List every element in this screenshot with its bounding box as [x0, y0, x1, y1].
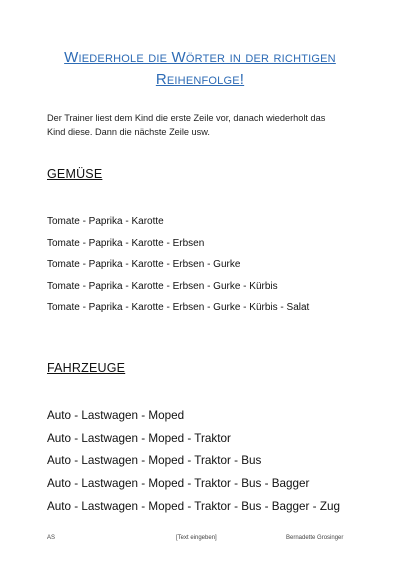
- section-heading-vegetables: GEMÜSE: [47, 167, 103, 181]
- instruction-line-2: Kind diese. Dann die nächste Zeile usw.: [47, 127, 210, 137]
- list-item: Tomate - Paprika - Karotte - Erbsen - Gurke - Kürbis - Salat: [47, 302, 310, 313]
- list-item: Auto - Lastwagen - Moped: [47, 409, 185, 422]
- list-item: Auto - Lastwagen - Moped - Traktor - Bus - Bagger: [47, 477, 310, 491]
- list-item: Tomate - Paprika - Karotte: [47, 216, 164, 227]
- footer-author: Bernadette Grosinger: [286, 535, 344, 541]
- list-item: Auto - Lastwagen - Moped - Traktor - Bus: [47, 454, 262, 468]
- list-item: Auto - Lastwagen - Moped - Traktor - Bus - Bagger - Zug: [47, 499, 340, 513]
- list-item: Tomate - Paprika - Karotte - Erbsen - Gurke: [47, 259, 241, 270]
- section-heading-vehicles: FAHRZEUGE: [47, 361, 126, 375]
- list-item: Auto - Lastwagen - Moped - Traktor: [47, 431, 231, 445]
- footer-left-text: AS: [47, 535, 56, 541]
- page-title-line-1: Wiederhole die Wörter in der richtigen: [64, 49, 336, 66]
- list-item: Tomate - Paprika - Karotte - Erbsen - Gurke - Kürbis: [47, 280, 278, 292]
- list-item: Tomate - Paprika - Karotte - Erbsen: [47, 237, 205, 249]
- vehicles-list: [47, 405, 340, 519]
- instruction-text: [47, 111, 357, 139]
- instruction-line-1: Der Trainer liest dem Kind die erste Zeile vor, danach wiederholt das: [47, 113, 326, 123]
- footer-placeholder-text[interactable]: [Text eingeben]: [176, 535, 217, 541]
- vegetables-list: [47, 211, 309, 319]
- page-title-line-2: Reihenfolge!: [155, 71, 245, 88]
